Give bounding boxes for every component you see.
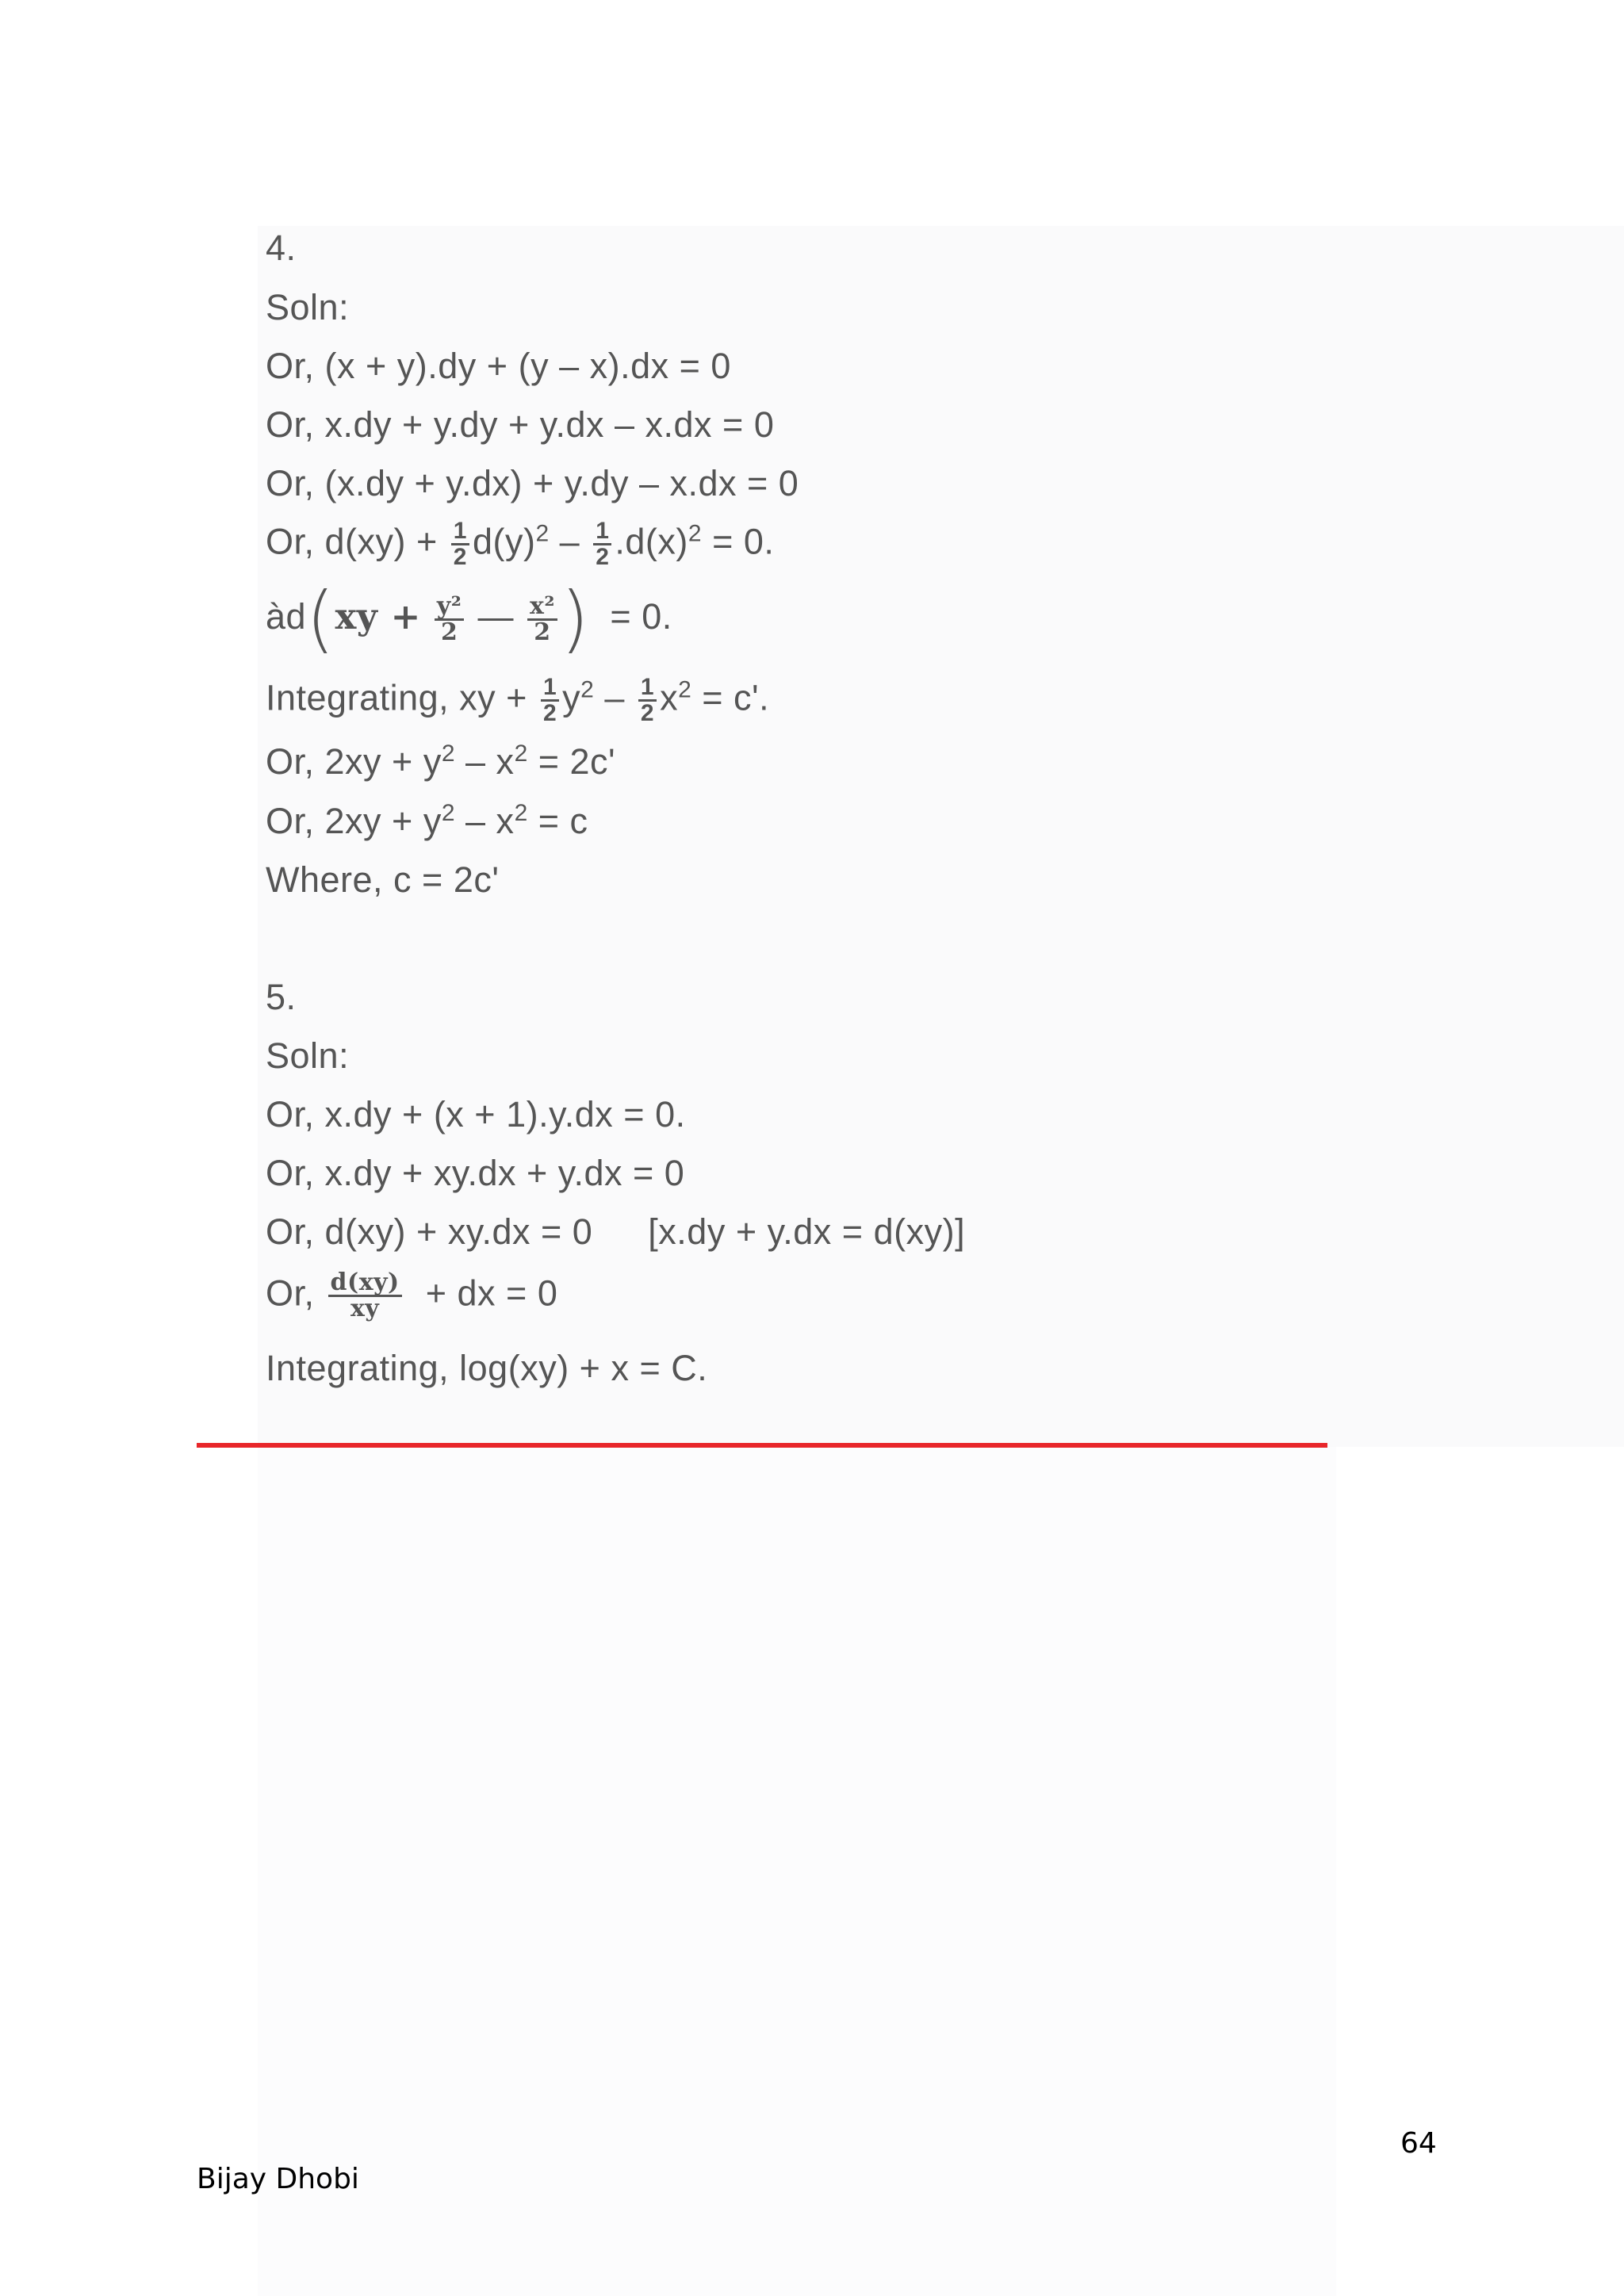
problem-4-step-7: Or, $2xy + y^2 - x^2 = 2c'$ xyxy=(266,740,616,782)
fraction-dxy-over-xy: $\frac{d(xy)}{xy}$ xyxy=(328,1271,402,1321)
problem-4-step-1: Or, (x + y).dy + (y – x).dx = 0 xyxy=(266,346,731,386)
problem-5-soln-label: Soln: xyxy=(266,1035,350,1076)
problem-4-step-2: Or, x.dy + y.dy + y.dx – x.dx = 0 xyxy=(266,404,775,445)
fraction-half: $\frac{1}{2}$ xyxy=(451,519,469,569)
scan-lower-area xyxy=(258,1447,1336,2296)
problem-5-step-5: Integrating, log(xy) + x = C. xyxy=(266,1348,708,1388)
problem-4-soln-label: Soln: xyxy=(266,287,350,327)
fraction-y-squared-over-2: $\frac{\text{y²}}{2}$ xyxy=(435,595,465,645)
red-divider-rule xyxy=(197,1443,1327,1448)
problem-5-step-4: Or, $\frac{d(xy)}{xy}$ + dx = 0 xyxy=(266,1269,558,1322)
problem-4-step-6: Integrating, xy + $\frac{1}{2}$ $y^2$ – $\frac{1}{2}$ $x^2 = c'$. xyxy=(266,674,770,726)
fraction-half: $\frac{1}{2}$ xyxy=(541,675,559,725)
fraction-half: $\frac{1}{2}$ xyxy=(638,675,657,725)
problem-5-number: 5. xyxy=(266,977,297,1017)
author-name: Bijay Dhobi xyxy=(197,2163,359,2195)
problem-5-step-2: Or, x.dy + xy.dx + y.dx = 0 xyxy=(266,1153,685,1193)
problem-4-number: 4. xyxy=(266,228,297,268)
page-number: 64 xyxy=(1400,2127,1437,2160)
problem-4-step-5: àd(xy + $\frac{\text{y²}}{2}$ — $\frac{\text{x²}}{2}$ ) = 0. xyxy=(266,576,672,661)
problem-5-step-3: Or, d(xy) + xy.dx = 0 [x.dy + y.dx = d(xy)] xyxy=(266,1211,966,1252)
fraction-x-squared-over-2: $\frac{\text{x²}}{2}$ xyxy=(527,595,557,645)
problem-4-step-3: Or, (x.dy + y.dx) + y.dy – x.dx = 0 xyxy=(266,463,799,503)
fraction-half: $\frac{1}{2}$ xyxy=(593,519,611,569)
problem-5-step-1: Or, x.dy + (x + 1).y.dx = 0. xyxy=(266,1094,686,1135)
problem-4-step-4: Or, d(xy) + $\frac{1}{2}$ $d(y)^2$ – $\frac{1}{2}$ $.d(x)^2 = 0$. xyxy=(266,518,775,570)
problem-4-step-9: Where, c = 2c' xyxy=(266,859,500,900)
problem-4-step-8: Or, $2xy + y^2 - x^2 = c$ xyxy=(266,800,588,841)
